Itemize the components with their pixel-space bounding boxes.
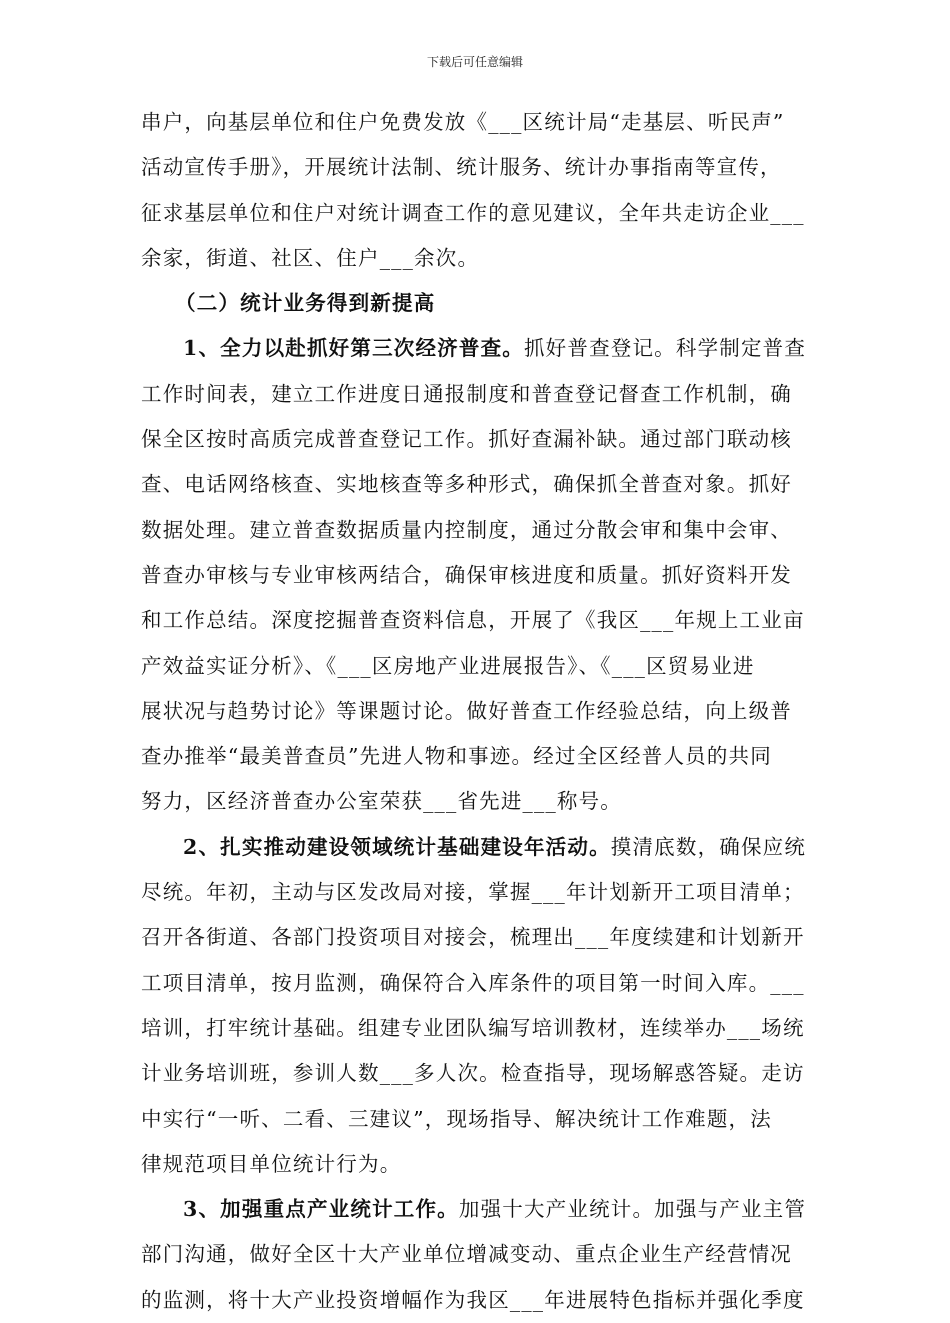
text-line: 串户，向基层单位和住户免费发放《___区统计局“走基层、听民声” [141, 110, 785, 134]
paragraph-first-line [141, 326, 813, 371]
text-line: 活动宣传手册》，开展统计法制、统计服务、统计办事指南等宣传， [141, 155, 782, 180]
paragraph-first-line [141, 825, 813, 870]
paragraph-lead-bold: 1、全力以赴抓好第三次经济普查。 [183, 336, 524, 361]
paragraph-lead-bold: 3、加强重点产业统计工作。 [183, 1197, 459, 1222]
text-line: 和工作总结。深度挖掘普查资料信息，开展了《我区___年规上工业亩 [141, 608, 805, 633]
text-line: 中实行“一听、二看、三建议”，现场指导、解决统计工作难题，法 [141, 1106, 772, 1131]
text-line: 培训，打牢统计基础。组建专业团队编写培训教材，连续举办___场统 [141, 1015, 805, 1040]
text-line: 工项目清单，按月监测，确保符合入库条件的项目第一时间入库。___ [141, 970, 805, 995]
paragraph-first-line [141, 1187, 813, 1232]
text-line: 产效益实证分析》、《___区房地产业进展报告》、《___区贸易业进 [141, 653, 755, 678]
text-line: 努力，区经济普查办公室荣获___省先进___称号。 [141, 789, 622, 814]
paragraph-lead-rest: 摸清底数，确保应统 [610, 834, 807, 859]
text-line: 计业务培训班，参训人数___多人次。检查指导，现场解惑答疑。走访 [141, 1061, 805, 1086]
text-line: 普查办审核与专业审核两结合，确保审核进度和质量。抓好资料开发 [141, 562, 792, 587]
text-line: 数据处理。建立普查数据质量内控制度，通过分散会审和集中会审、 [141, 517, 792, 542]
text-line: 展状况与趋势讨论》等课题讨论。做好普查工作经验总结，向上级普 [141, 698, 792, 723]
text-line: 保全区按时高质完成普查登记工作。抓好查漏补缺。通过部门联动核 [141, 427, 792, 452]
paragraph-lead-bold: 2、扎实推动建设领域统计基础建设年活动。 [183, 834, 611, 859]
text-line: 余家，街道、社区、住户___余次。 [141, 245, 480, 270]
page-header: 下载后可任意编辑 [426, 55, 523, 69]
text-line: 查、电话网络核查、实地核查等多种形式，确保抓全普查对象。抓好 [141, 472, 792, 497]
text-line: 律规范项目单位统计行为。 [141, 1151, 402, 1176]
text-line: 部门沟通，做好全区十大产业单位增减变动、重点企业生产经营情况 [141, 1242, 792, 1267]
text-line: 的监测，将十大产业投资增幅作为我区___年进展特色指标并强化季度 [141, 1287, 805, 1312]
text-line: 征求基层单位和住户对统计调查工作的意见建议，全年共走访企业___ [141, 200, 805, 225]
text-line: 工作时间表，建立工作进度日通报制度和普查登记督查工作机制，确 [141, 381, 792, 406]
text-line: 尽统。年初，主动与区发改局对接，掌握___年计划新开工项目清单； [141, 880, 805, 905]
section-heading: （二）统计业务得到新提高 [175, 291, 436, 316]
text-line: 召开各街道、各部门投资项目对接会，梳理出___年度续建和计划新开 [141, 925, 805, 950]
document-body [141, 100, 813, 1323]
paragraph-lead-rest: 抓好普查登记。科学制定普查 [523, 336, 807, 361]
text-line: 查办推举“最美普查员”先进人物和事迹。经过全区经普人员的共同 [141, 744, 772, 769]
paragraph-lead-rest: 加强十大产业统计。加强与产业主管 [458, 1197, 807, 1222]
